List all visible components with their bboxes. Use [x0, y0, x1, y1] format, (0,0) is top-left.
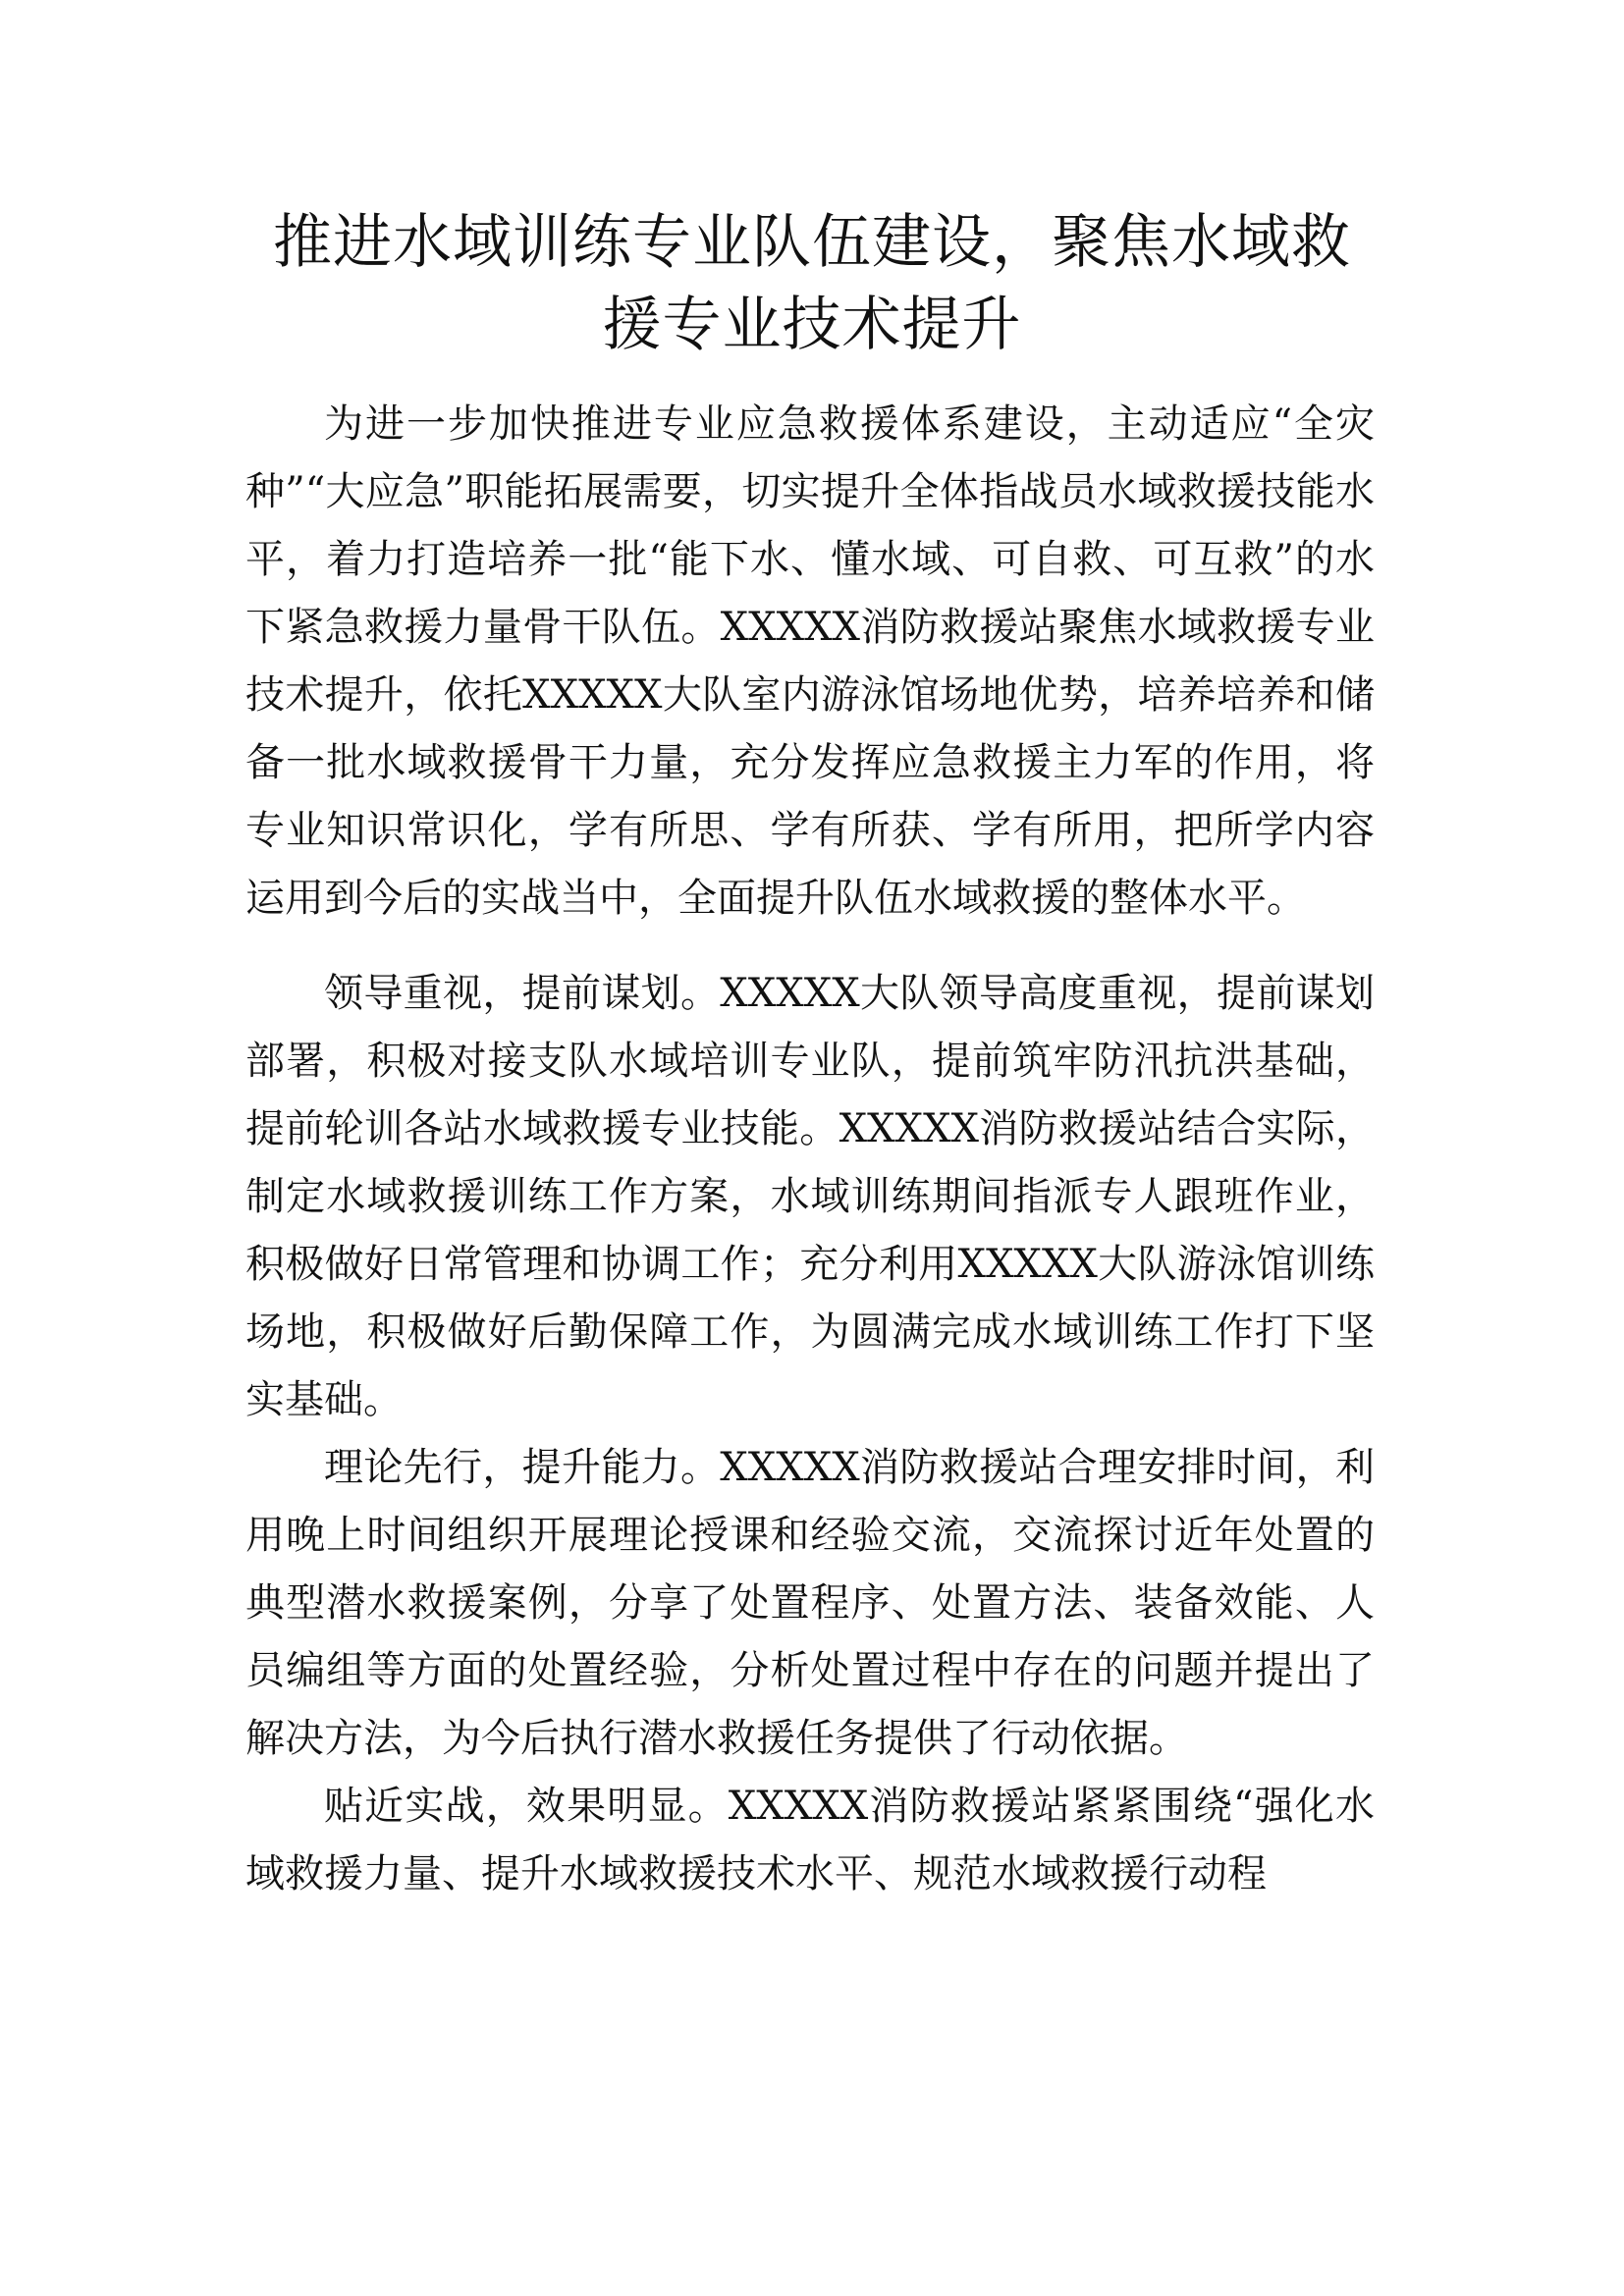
document-title [244, 201, 1380, 366]
title-line-1: 推进水域训练专业队伍建设，聚焦水域救 [273, 208, 1351, 277]
paragraph-intro: 为进一步加快推进专业应急救援体系建设，主动适应“全灾种”“大应急”职能拓展需要，切实提升全体指战员水域救援技能水平，着力打造培养一批“能下水、懂水域、可自救、可互救”的水下紧急救援力量骨干队伍。XXXXX消防救援站聚焦水域救援专业技术提升，依托XXXXX大队室内游泳馆场地优势，培养培养和储备一批水域救援骨干力量，充分发挥应急救援主力军的作用，将专业知识常识化，学有所思、学有所获、学有所用，把所学内容运用到今后的实战当中，全面提升队伍水域救援的整体水平。 [245, 401, 1375, 921]
document-body [245, 391, 1375, 1908]
paragraph-theory: 理论先行，提升能力。XXXXX消防救援站合理安排时间，利用晚上时间组织开展理论授课和经验交流，交流探讨近年处置的典型潜水救援案例，分享了处置程序、处置方法、装备效能、人员编组等方面的处置经验，分析处置过程中存在的问题并提出了解决方法，为今后执行潜水救援任务提供了行动依据。 [245, 1445, 1375, 1761]
title-line-2: 援专业技术提升 [602, 291, 1022, 359]
paragraph-practice: 贴近实战，效果明显。XXXXX消防救援站紧紧围绕“强化水域救援力量、提升水域救援技术水平、规范水域救援行动程 [245, 1784, 1375, 1896]
paragraph-leadership: 领导重视，提前谋划。XXXXX大队领导高度重视，提前谋划部署，积极对接支队水域培训专业队，提前筑牢防汛抗洪基础，提前轮训各站水域救援专业技能。XXXXX消防救援站结合实际，制定水域救援训练工作方案，水域训练期间指派专人跟班作业，积极做好日常管理和协调工作；充分利用XXXXX大队游泳馆训练场地，积极做好后勤保障工作，为圆满完成水域训练工作打下坚实基础。 [245, 971, 1375, 1422]
